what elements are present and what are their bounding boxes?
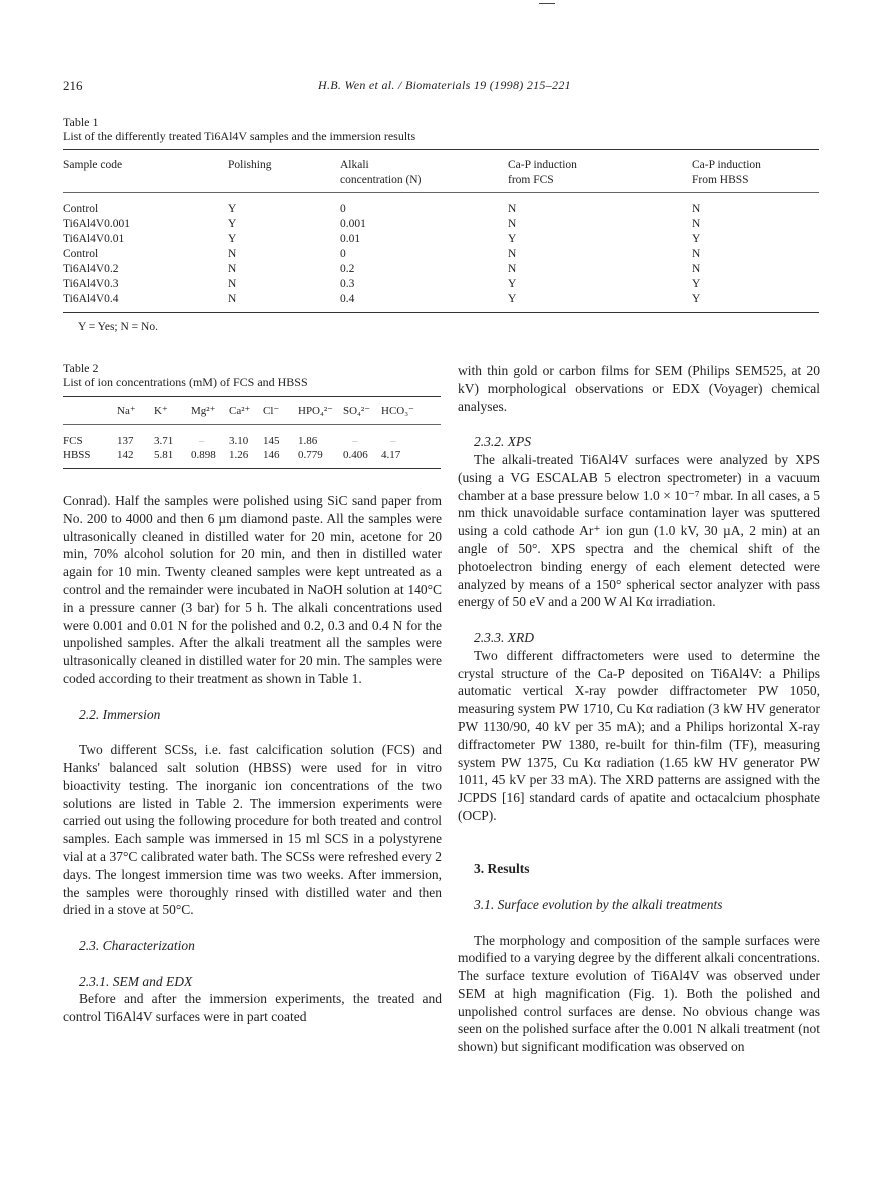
section-heading-characterization: 2.3. Characterization (79, 937, 195, 953)
table1-header-hbss: Ca-P induction (692, 159, 761, 171)
left-column (63, 492, 442, 1026)
body-paragraph: Two different diffractometers were used to determine the crystal structure of the Ca-P deposited on Ti6Al4V: a Philips automatic vertical X-ray powder diffractometer PW 1050, measuring system PW 1710, Cu Kα radiation (3 kW HV generator PW 1130/90, 40 kV per 35 mA); and a Philips horizontal X-ray diffractometer PW 1380, re-built for thin-film (TF), measuring system PW 1375, Cu Kα radiation (1.65 kW HV generator PW 1011, 45 kV per 33 mA). The XRD patterns are assigned with the JCPDS [16] standard cards of apatite and octacalcium phosphate (OCP). (458, 647, 820, 823)
table1-header-polishing: Polishing (228, 159, 272, 171)
table1-cell-alkali: 0.4 (340, 293, 355, 305)
table1-header-hbss-sub: From HBSS (692, 174, 749, 186)
table1-cell-polishing: N (228, 263, 237, 275)
section-heading-results: 3. Results (474, 861, 530, 877)
table2-cell: 5.81 (154, 449, 174, 461)
table2-header-k: K⁺ (154, 405, 168, 417)
table2-cell: 3.71 (154, 435, 174, 447)
table2-cell: 0.779 (298, 449, 323, 461)
table2-header-mg: Mg²⁺ (191, 405, 216, 417)
table1-cell-polishing: N (228, 293, 237, 305)
table2-top-rule (63, 396, 441, 397)
table2-bottom-rule (63, 468, 441, 469)
table2-row-name: HBSS (63, 449, 91, 461)
table2-header-cl: Cl⁻ (263, 405, 280, 417)
table2-header-ca: Ca²⁺ (229, 405, 251, 417)
table1-cell-alkali: 0.2 (340, 263, 355, 275)
table1-cell-fcs: N (508, 203, 517, 215)
table1-cell-hbss: N (692, 218, 701, 230)
table1-header-fcs: Ca-P induction (508, 159, 577, 171)
table1-cell-code: Ti6Al4V0.01 (63, 233, 125, 245)
table2-caption: List of ion concentrations (mM) of FCS and HBSS (63, 375, 308, 389)
body-paragraph: Conrad). Half the samples were polished using SiC sand paper from No. 200 to 4000 and then 6 µm diamond paste. All the samples were ultrasonically cleaned in distilled water for 20 min, acetone for 20 min, 70% alcohol solution for 20 min, and then in distilled water again for 10 min. Twenty cleaned samples were kept untreated as a control and the remainder were incubated in NaOH solution at 140°C in a pressure canner (3 bar) for 5 h. The alkali concentrations used were 0.001 and 0.01 N for the polished and 0.2, 0.3 and 0.4 N for the unpolished samples. After the alkali treatment all the samples were ultrasonically cleaned in distilled water for 20 min. The samples were coded according to their treatment as shown in Table 1. (63, 493, 442, 686)
table2-cell: – (390, 435, 396, 447)
table1-header-fcs-sub: from FCS (508, 174, 554, 186)
table2-label: Table 2 (63, 361, 99, 375)
table2-cell: 3.10 (229, 435, 249, 447)
scan-mark (539, 3, 555, 4)
table1-cell-alkali: 0 (340, 248, 346, 260)
body-paragraph: Before and after the immersion experiments, the treated and control Ti6Al4V surfaces were in part coated (63, 991, 442, 1025)
table1-cell-hbss: Y (692, 278, 701, 290)
table2-cell: 0.406 (343, 449, 368, 461)
table1-header-alkali: Alkali (340, 159, 369, 171)
table1-cell-fcs: N (508, 248, 517, 260)
subsection-heading-sem: 2.3.1. SEM and EDX (79, 973, 193, 989)
table1-bottom-rule (63, 312, 819, 313)
table1-footnote: Y = Yes; N = No. (78, 321, 158, 333)
running-head: H.B. Wen et al. / Biomaterials 19 (1998) 215–221 (318, 78, 571, 92)
table1-cell-hbss: N (692, 263, 701, 275)
table1-cell-alkali: 0.3 (340, 278, 355, 290)
table1-cell-hbss: N (692, 203, 701, 215)
table2-cell: 142 (117, 449, 134, 461)
body-paragraph: The alkali-treated Ti6Al4V surfaces were analyzed by XPS (using a VG ESCALAB 5 electron spectrometer) in a vacuum chamber at a base pressure below 1.0 × 10⁻⁷ mbar. In all cases, a 5 nm thick unavoidable surface contamination layer was sputtered using a cold cathode Ar⁺ ion gun (1.0 kV, 30 µA, 2 min) at an angle of 50°. XPS spectra and the chemical shift of the photoelectron binding energy of each element detected were analyzed by means of a 150° spherical sector analyzer with pass energy of 50 eV and a 200 W Al Kα irradiation. (458, 451, 820, 610)
table1-cell-code: Control (63, 203, 99, 215)
table1-label: Table 1 (63, 115, 99, 129)
table1-cell-fcs: N (508, 218, 517, 230)
right-column (458, 362, 820, 1056)
table1-top-rule (63, 149, 819, 150)
table1-header-sample-code: Sample code (63, 159, 123, 171)
table1-cell-alkali: 0.001 (340, 218, 366, 230)
table1-cell-code: Ti6Al4V0.2 (63, 263, 119, 275)
table1-cell-polishing: Y (228, 203, 237, 215)
table2-row-name: FCS (63, 435, 83, 447)
table2-header-rule (63, 424, 441, 425)
table1-header-rule (63, 192, 819, 193)
table1-cell-hbss: Y (692, 233, 701, 245)
table2-cell: 146 (263, 449, 280, 461)
table1-cell-fcs: Y (508, 233, 517, 245)
table2-header-hpo4: HPO₄²⁻ (298, 405, 333, 417)
page-number: 216 (63, 78, 83, 93)
table1-header-alkali-unit: concentration (N) (340, 174, 422, 186)
subsection-heading-xrd: 2.3.3. XRD (474, 629, 534, 645)
table1-caption: List of the differently treated Ti6Al4V samples and the immersion results (63, 129, 416, 143)
table2-cell: 137 (117, 435, 134, 447)
table2-cell: 0.898 (191, 449, 216, 461)
table1-cell-alkali: 0 (340, 203, 346, 215)
body-paragraph: Two different SCSs, i.e. fast calcification solution (FCS) and Hanks' balanced salt solution (HBSS) were used for in vitro bioactivity testing. The inorganic ion concentrations of the two solutions are listed in Table 2. The immersion experiments were carried out using the following procedure for both treated and control samples. Each sample was immersed in 15 ml SCS in a polystyrene vial at a 37°C calibrated water bath. The SCSs were refreshed every 2 days. The longest immersion time was two weeks. After immersion, the samples were thoroughly rinsed with distilled water and then dried in a stove at 50°C. (63, 742, 442, 918)
table1-cell-fcs: Y (508, 278, 517, 290)
table1-cell-fcs: Y (508, 293, 517, 305)
table1-cell-code: Ti6Al4V0.4 (63, 293, 119, 305)
table1-cell-alkali: 0.01 (340, 233, 361, 245)
table1-cell-polishing: N (228, 248, 237, 260)
table1-cell-polishing: Y (228, 218, 237, 230)
table2-cell: – (352, 435, 358, 447)
table1-cell-code: Ti6Al4V0.3 (63, 278, 119, 290)
table1-cell-fcs: N (508, 263, 517, 275)
table1-cell-polishing: Y (228, 233, 237, 245)
table2-cell: 145 (263, 435, 280, 447)
table1-cell-code: Control (63, 248, 99, 260)
table2-header-so4: SO₄²⁻ (343, 405, 371, 417)
table1-cell-code: Ti6Al4V0.001 (63, 218, 130, 230)
table2-cell: 4.17 (381, 449, 401, 461)
table2-header-na: Na⁺ (117, 405, 136, 417)
table1-cell-polishing: N (228, 278, 237, 290)
table2-cell: – (199, 435, 205, 447)
table2-header-hco3: HCO₃⁻ (381, 405, 414, 417)
subsection-heading-xps: 2.3.2. XPS (474, 434, 531, 450)
body-paragraph: with thin gold or carbon films for SEM (Philips SEM525, at 20 kV) morphological observations or EDX (Voyager) chemical analyses. (458, 363, 820, 414)
table1-cell-hbss: Y (692, 293, 701, 305)
body-paragraph: The morphology and composition of the sample surfaces were modified to a varying degree by the different alkali concentrations. The surface texture evolution of Ti6Al4V was observed under SEM at high magnification (Fig. 1). Both the polished and unpolished control surfaces are dense. No obvious change was seen on the polished surface after the 0.001 N alkali treatment (not shown) but significant modification was observed on (458, 932, 820, 1055)
table2-cell: 1.86 (298, 435, 318, 447)
subsection-heading-surface-evolution: 3.1. Surface evolution by the alkali treatments (474, 896, 723, 912)
table1-cell-hbss: N (692, 248, 701, 260)
section-heading-immersion: 2.2. Immersion (79, 706, 161, 722)
table2-cell: 1.26 (229, 449, 249, 461)
